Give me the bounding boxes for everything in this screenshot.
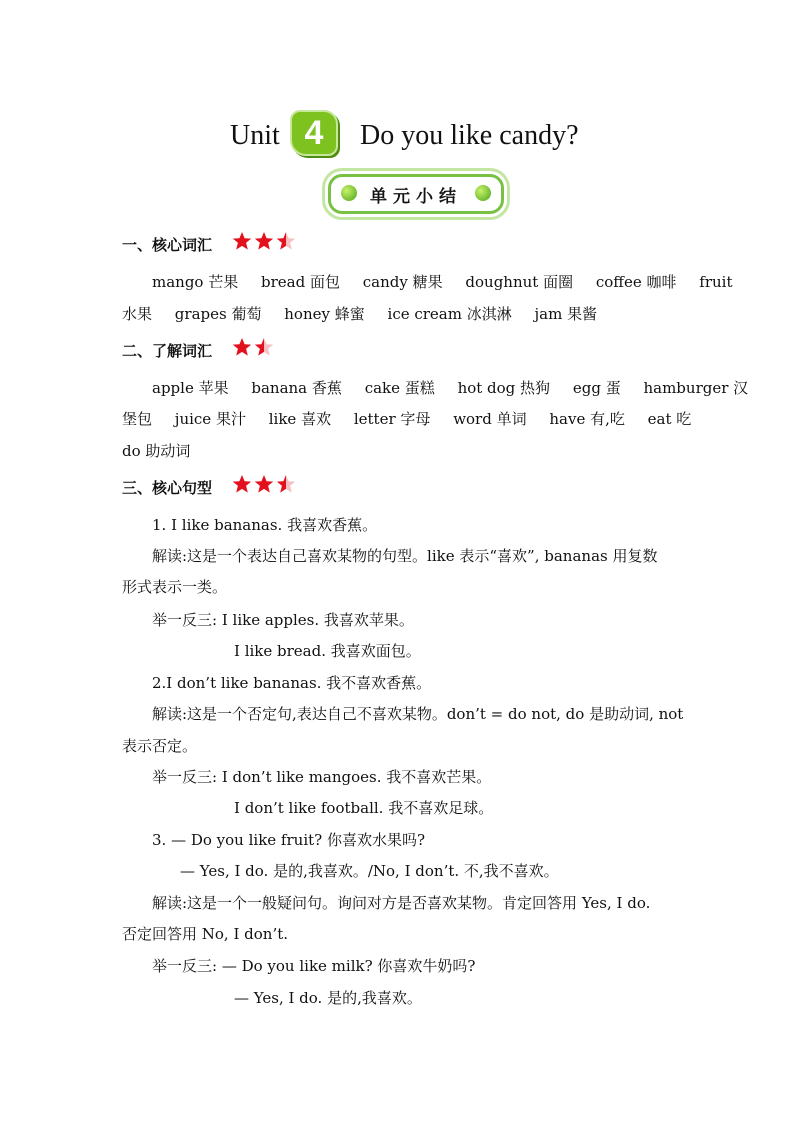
extra-vocab-line-1 bbox=[152, 377, 766, 398]
star-icon bbox=[254, 474, 274, 494]
star-icon bbox=[232, 231, 252, 251]
unit-title-row bbox=[0, 108, 800, 160]
pattern-1-note: 解读:这是一个表达自己喜欢某物的句型。like 表示“喜欢”, bananas 用复数 bbox=[152, 547, 658, 565]
star-icon bbox=[232, 474, 252, 494]
vocab-item: eat 吃 bbox=[647, 410, 692, 428]
vocab-item: hamburger 汉 bbox=[643, 379, 749, 397]
vocab-item: ice cream 冰淇淋 bbox=[387, 305, 512, 323]
pattern-3-note: 解读:这是一个一般疑问句。询问对方是否喜欢某物。肯定回答用 Yes, I do. bbox=[152, 894, 651, 912]
pattern-1-example-2: I like bread. 我喜欢面包。 bbox=[234, 642, 421, 660]
pattern-1-note-cont: 形式表示一类。 bbox=[122, 578, 228, 596]
vocab-item: 堡包 bbox=[122, 410, 153, 428]
vocab-item: cake 蛋糕 bbox=[364, 379, 435, 397]
vocab-item: jam 果酱 bbox=[534, 305, 598, 323]
star-icon bbox=[254, 231, 274, 251]
extra-vocab-line-3 bbox=[122, 440, 208, 461]
vocab-item: mango 芒果 bbox=[152, 273, 239, 291]
pattern-3-example-question: 举一反三: — Do you like milk? 你喜欢牛奶吗? bbox=[152, 957, 476, 975]
vocab-item: coffee 咖啡 bbox=[595, 273, 677, 291]
pattern-2-note: 解读:这是一个否定句,表达自己不喜欢某物。don’t = do not, do 是助动词, not bbox=[152, 705, 684, 723]
vocab-item: egg 蛋 bbox=[572, 379, 621, 397]
core-vocab-line-1 bbox=[152, 271, 751, 292]
vocab-item: honey 蜂蜜 bbox=[284, 305, 365, 323]
pattern-2-example-2: I don’t like football. 我不喜欢足球。 bbox=[234, 799, 494, 817]
vocab-item: bread 面包 bbox=[261, 273, 340, 291]
vocab-item: grapes 葡萄 bbox=[174, 305, 262, 323]
pattern-2: 2.I don’t like bananas. 我不喜欢香蕉。 bbox=[152, 674, 432, 692]
unit-summary-banner bbox=[328, 174, 504, 214]
section-heading-core-vocab: 一、核心词汇 bbox=[122, 236, 213, 254]
pattern-3-question: 3. — Do you like fruit? 你喜欢水果吗? bbox=[152, 831, 425, 849]
green-dot-icon bbox=[475, 185, 491, 201]
star-icon bbox=[276, 231, 296, 251]
difficulty-stars bbox=[232, 474, 296, 494]
vocab-item: word 单词 bbox=[453, 410, 527, 428]
pattern-2-example: 举一反三: I don’t like mangoes. 我不喜欢芒果。 bbox=[152, 768, 492, 786]
vocab-item: apple 苹果 bbox=[152, 379, 229, 397]
difficulty-stars bbox=[232, 231, 296, 251]
pattern-3-note-cont: 否定回答用 No, I don’t. bbox=[122, 925, 289, 943]
section-heading-core-patterns: 三、核心句型 bbox=[122, 479, 213, 497]
star-icon bbox=[232, 337, 252, 357]
star-icon bbox=[254, 337, 274, 357]
pattern-1-example: 举一反三: I like apples. 我喜欢苹果。 bbox=[152, 611, 414, 629]
vocab-item: banana 香蕉 bbox=[251, 379, 342, 397]
pattern-1: 1. I like bananas. 我喜欢香蕉。 bbox=[152, 516, 378, 534]
banner-label: 单元小结 bbox=[370, 187, 462, 207]
pattern-2-note-cont: 表示否定。 bbox=[122, 737, 198, 755]
unit-number-badge: 4 bbox=[290, 110, 338, 156]
vocab-item: hot dog 热狗 bbox=[457, 379, 551, 397]
vocab-item: like 喜欢 bbox=[268, 410, 332, 428]
vocab-item: juice 果汁 bbox=[174, 410, 246, 428]
unit-title: Do you like candy? bbox=[360, 120, 579, 151]
vocab-item: have 有,吃 bbox=[549, 410, 625, 428]
star-icon bbox=[276, 474, 296, 494]
extra-vocab-line-2 bbox=[122, 408, 709, 429]
vocab-item: candy 糖果 bbox=[362, 273, 443, 291]
difficulty-stars bbox=[232, 337, 274, 357]
vocab-item: fruit bbox=[699, 273, 733, 291]
pattern-3-example-answer: — Yes, I do. 是的,我喜欢。 bbox=[234, 989, 422, 1007]
vocab-item: doughnut 面圈 bbox=[465, 273, 574, 291]
pattern-3-answer: — Yes, I do. 是的,我喜欢。/No, I don’t. 不,我不喜欢。 bbox=[180, 862, 559, 880]
vocab-item: letter 字母 bbox=[353, 410, 431, 428]
section-heading-extra-vocab: 二、了解词汇 bbox=[122, 342, 213, 360]
unit-word: Unit bbox=[230, 120, 280, 151]
vocab-item: do 助动词 bbox=[122, 442, 191, 460]
core-vocab-line-2 bbox=[122, 303, 615, 324]
vocab-item: 水果 bbox=[122, 305, 153, 323]
